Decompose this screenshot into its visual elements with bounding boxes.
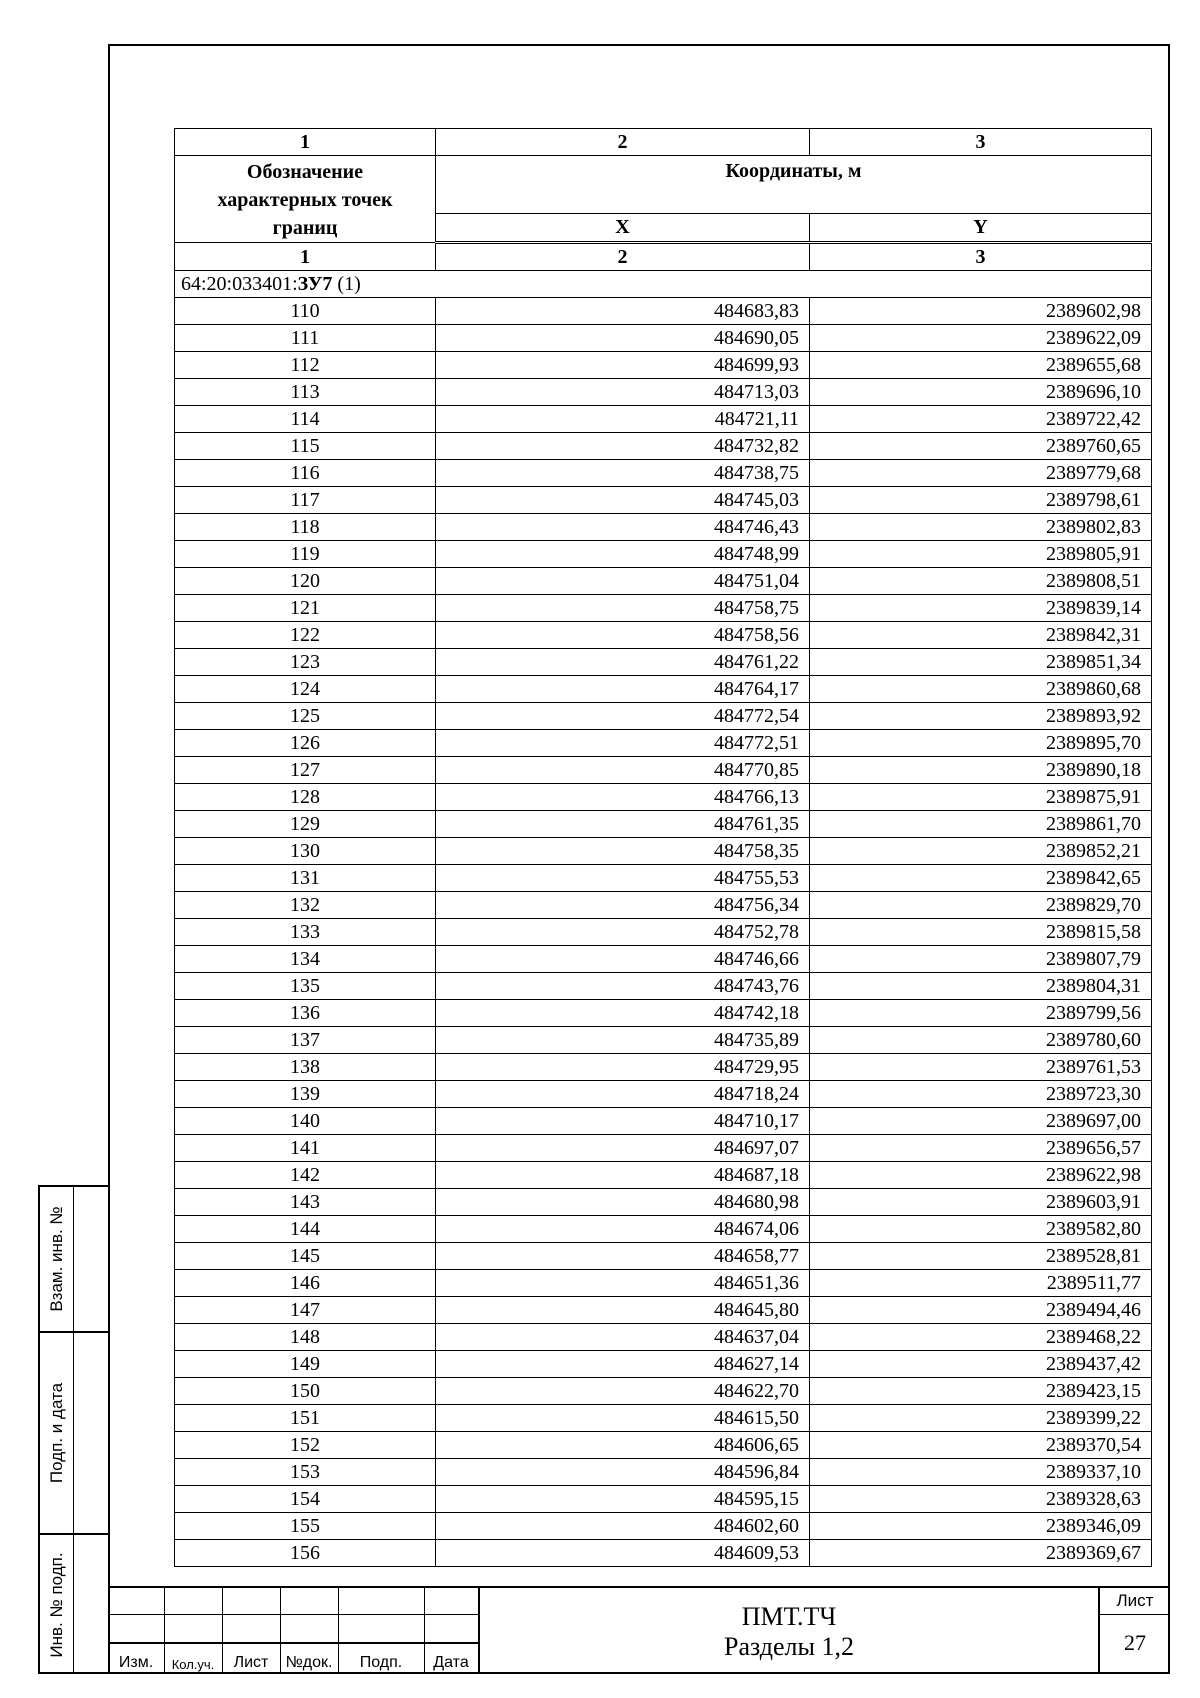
- y-value: 2389852,21: [810, 838, 1152, 865]
- x-value: 484743,76: [436, 973, 810, 1000]
- point-number: 117: [175, 487, 436, 514]
- table-row: [175, 1000, 1152, 1027]
- x-value: 484758,35: [436, 838, 810, 865]
- point-number: 151: [175, 1405, 436, 1432]
- y-value: 2389622,09: [810, 325, 1152, 352]
- y-value: 2389603,91: [810, 1189, 1152, 1216]
- tb-label-sheet: Лист: [233, 1654, 269, 1671]
- point-number: 149: [175, 1351, 436, 1378]
- point-number: 111: [175, 325, 436, 352]
- column-number: 1: [175, 243, 436, 271]
- table-row: [175, 919, 1152, 946]
- x-value: 484645,80: [436, 1297, 810, 1324]
- point-number: 156: [175, 1540, 436, 1567]
- point-number: 155: [175, 1513, 436, 1540]
- table-row: [175, 298, 1152, 325]
- point-number: 124: [175, 676, 436, 703]
- table-row: [175, 1432, 1152, 1459]
- y-value: 2389807,79: [810, 946, 1152, 973]
- point-number: 113: [175, 379, 436, 406]
- point-number: 116: [175, 460, 436, 487]
- table-row: [175, 1351, 1152, 1378]
- point-number: 114: [175, 406, 436, 433]
- y-value: 2389804,31: [810, 973, 1152, 1000]
- section-suffix: (1): [332, 273, 361, 295]
- x-value: 484683,83: [436, 298, 810, 325]
- table-row: [175, 1513, 1152, 1540]
- doc-code: ПМТ.ТЧ: [741, 1602, 837, 1631]
- title-block: [108, 1586, 1170, 1674]
- point-number: 132: [175, 892, 436, 919]
- table-row: [175, 973, 1152, 1000]
- x-value: 484766,13: [436, 784, 810, 811]
- point-number: 140: [175, 1108, 436, 1135]
- table-row: [175, 649, 1152, 676]
- table-row: [175, 784, 1152, 811]
- table-row: [175, 460, 1152, 487]
- sheet-label: Лист: [1100, 1588, 1170, 1615]
- y-value: 2389656,57: [810, 1135, 1152, 1162]
- coords-label-header: Координаты, м: [436, 156, 1152, 214]
- x-value: 484748,99: [436, 541, 810, 568]
- y-value: 2389582,80: [810, 1216, 1152, 1243]
- table-row: [175, 1243, 1152, 1270]
- y-value: 2389337,10: [810, 1459, 1152, 1486]
- table-row: [175, 1054, 1152, 1081]
- y-value: 2389842,31: [810, 622, 1152, 649]
- doc-title: Разделы 1,2: [723, 1632, 854, 1661]
- y-value: 2389346,09: [810, 1513, 1152, 1540]
- side-stamp-label: Взам. инв. №: [46, 1206, 66, 1312]
- y-header: Y: [810, 213, 1152, 242]
- y-value: 2389761,53: [810, 1054, 1152, 1081]
- point-number: 131: [175, 865, 436, 892]
- y-value: 2389842,65: [810, 865, 1152, 892]
- table-row: [175, 352, 1152, 379]
- x-header: X: [436, 213, 810, 242]
- x-value: 484609,53: [436, 1540, 810, 1567]
- table-row: [175, 1162, 1152, 1189]
- table-row: [175, 487, 1152, 514]
- column-number: 2: [436, 129, 810, 156]
- table-row: [175, 757, 1152, 784]
- point-number: 127: [175, 757, 436, 784]
- y-value: 2389802,83: [810, 514, 1152, 541]
- x-value: 484752,78: [436, 919, 810, 946]
- table-row: [175, 1540, 1152, 1567]
- point-label-header: Обозначение характерных точек границ: [175, 156, 436, 243]
- x-value: 484658,77: [436, 1243, 810, 1270]
- y-value: 2389799,56: [810, 1000, 1152, 1027]
- point-number: 144: [175, 1216, 436, 1243]
- point-number: 110: [175, 298, 436, 325]
- tb-label-date: Дата: [433, 1654, 469, 1671]
- point-number: 126: [175, 730, 436, 757]
- side-stamp-label: Инв. № подп.: [46, 1551, 66, 1658]
- table-row: [175, 406, 1152, 433]
- point-number: 136: [175, 1000, 436, 1027]
- tb-label-doc: №док.: [285, 1654, 333, 1671]
- sheet-number: 27: [1124, 1630, 1146, 1655]
- x-value: 484758,75: [436, 595, 810, 622]
- side-stamp: [38, 1185, 108, 1674]
- section-bold: ЗУ7: [297, 273, 333, 295]
- table-row: [175, 379, 1152, 406]
- table-row: [175, 433, 1152, 460]
- x-value: 484699,93: [436, 352, 810, 379]
- y-value: 2389815,58: [810, 919, 1152, 946]
- x-value: 484710,17: [436, 1108, 810, 1135]
- y-value: 2389829,70: [810, 892, 1152, 919]
- title-block-title: [478, 1586, 1098, 1674]
- table-row: [175, 622, 1152, 649]
- x-value: 484770,85: [436, 757, 810, 784]
- table-row: [175, 838, 1152, 865]
- table-row: [175, 325, 1152, 352]
- y-value: 2389779,68: [810, 460, 1152, 487]
- y-value: 2389494,46: [810, 1297, 1152, 1324]
- x-value: 484595,15: [436, 1486, 810, 1513]
- point-number: 133: [175, 919, 436, 946]
- y-value: 2389696,10: [810, 379, 1152, 406]
- column-number-row: [175, 243, 1152, 271]
- point-number: 146: [175, 1270, 436, 1297]
- y-value: 2389528,81: [810, 1243, 1152, 1270]
- x-value: 484764,17: [436, 676, 810, 703]
- y-value: 2389723,30: [810, 1081, 1152, 1108]
- y-value: 2389890,18: [810, 757, 1152, 784]
- x-value: 484746,66: [436, 946, 810, 973]
- section-prefix: 64:20:033401:: [181, 273, 298, 295]
- x-value: 484751,04: [436, 568, 810, 595]
- point-number: 139: [175, 1081, 436, 1108]
- y-value: 2389369,67: [810, 1540, 1152, 1567]
- point-number: 147: [175, 1297, 436, 1324]
- x-value: 484742,18: [436, 1000, 810, 1027]
- table-row: [175, 865, 1152, 892]
- x-value: 484761,22: [436, 649, 810, 676]
- point-number: 145: [175, 1243, 436, 1270]
- x-value: 484738,75: [436, 460, 810, 487]
- tb-label-count: Кол.уч.: [171, 1657, 215, 1672]
- table-row: [175, 946, 1152, 973]
- y-value: 2389437,42: [810, 1351, 1152, 1378]
- tb-label-sign: Подп.: [359, 1654, 403, 1671]
- y-value: 2389851,34: [810, 649, 1152, 676]
- table-row: [175, 1378, 1152, 1405]
- y-value: 2389860,68: [810, 676, 1152, 703]
- y-value: 2389722,42: [810, 406, 1152, 433]
- table-row: [175, 595, 1152, 622]
- side-stamp-label: Подп. и дата: [46, 1382, 66, 1484]
- table-row: [175, 1405, 1152, 1432]
- x-value: 484721,11: [436, 406, 810, 433]
- column-number-row: [175, 129, 1152, 156]
- table-row: [175, 541, 1152, 568]
- y-value: 2389622,98: [810, 1162, 1152, 1189]
- y-value: 2389511,77: [810, 1270, 1152, 1297]
- table-row: [175, 892, 1152, 919]
- y-value: 2389895,70: [810, 730, 1152, 757]
- point-number: 128: [175, 784, 436, 811]
- y-value: 2389760,65: [810, 433, 1152, 460]
- x-value: 484718,24: [436, 1081, 810, 1108]
- table-row: [175, 703, 1152, 730]
- table-row: [175, 1324, 1152, 1351]
- point-number: 121: [175, 595, 436, 622]
- x-value: 484602,60: [436, 1513, 810, 1540]
- table-row: [175, 1459, 1152, 1486]
- x-value: 484756,34: [436, 892, 810, 919]
- table-row: [175, 1027, 1152, 1054]
- x-value: 484627,14: [436, 1351, 810, 1378]
- point-number: 134: [175, 946, 436, 973]
- x-value: 484732,82: [436, 433, 810, 460]
- y-value: 2389893,92: [810, 703, 1152, 730]
- y-value: 2389468,22: [810, 1324, 1152, 1351]
- column-number: 2: [436, 243, 810, 271]
- y-value: 2389861,70: [810, 811, 1152, 838]
- y-value: 2389399,22: [810, 1405, 1152, 1432]
- point-number: 148: [175, 1324, 436, 1351]
- point-number: 123: [175, 649, 436, 676]
- header-row: [175, 156, 1152, 214]
- table-row: [175, 730, 1152, 757]
- point-number: 122: [175, 622, 436, 649]
- table-row: [175, 1486, 1152, 1513]
- point-number: 138: [175, 1054, 436, 1081]
- x-value: 484615,50: [436, 1405, 810, 1432]
- column-number: 1: [175, 129, 436, 156]
- x-value: 484772,51: [436, 730, 810, 757]
- point-number: 150: [175, 1378, 436, 1405]
- section-row: [175, 271, 1152, 298]
- title-block-sheet: [1098, 1586, 1170, 1674]
- x-value: 484761,35: [436, 811, 810, 838]
- side-stamp-cell-signature: [40, 1333, 108, 1535]
- point-number: 135: [175, 973, 436, 1000]
- y-value: 2389780,60: [810, 1027, 1152, 1054]
- y-value: 2389423,15: [810, 1378, 1152, 1405]
- x-value: 484729,95: [436, 1054, 810, 1081]
- point-number: 120: [175, 568, 436, 595]
- y-value: 2389839,14: [810, 595, 1152, 622]
- x-value: 484745,03: [436, 487, 810, 514]
- point-number: 153: [175, 1459, 436, 1486]
- point-number: 112: [175, 352, 436, 379]
- x-value: 484687,18: [436, 1162, 810, 1189]
- x-value: 484596,84: [436, 1459, 810, 1486]
- tb-label-change: Изм.: [118, 1654, 154, 1671]
- table-row: [175, 1270, 1152, 1297]
- y-value: 2389798,61: [810, 487, 1152, 514]
- side-stamp-cell-replacement: [40, 1187, 108, 1333]
- table-row: [175, 811, 1152, 838]
- y-value: 2389370,54: [810, 1432, 1152, 1459]
- point-number: 118: [175, 514, 436, 541]
- y-value: 2389875,91: [810, 784, 1152, 811]
- point-number: 115: [175, 433, 436, 460]
- point-number: 125: [175, 703, 436, 730]
- point-number: 119: [175, 541, 436, 568]
- column-number: 3: [810, 243, 1152, 271]
- point-number: 154: [175, 1486, 436, 1513]
- x-value: 484651,36: [436, 1270, 810, 1297]
- table-row: [175, 1135, 1152, 1162]
- table-row: [175, 1081, 1152, 1108]
- x-value: 484755,53: [436, 865, 810, 892]
- side-stamp-cell-inventory: [40, 1535, 108, 1674]
- x-value: 484772,54: [436, 703, 810, 730]
- table-row: [175, 1216, 1152, 1243]
- coordinates-table-wrapper: [174, 128, 1151, 1567]
- x-value: 484606,65: [436, 1432, 810, 1459]
- point-number: 152: [175, 1432, 436, 1459]
- x-value: 484735,89: [436, 1027, 810, 1054]
- point-number: 129: [175, 811, 436, 838]
- point-number: 141: [175, 1135, 436, 1162]
- section-label: [175, 271, 1152, 298]
- point-number: 142: [175, 1162, 436, 1189]
- y-value: 2389602,98: [810, 298, 1152, 325]
- title-block-grid: [108, 1586, 478, 1674]
- y-value: 2389697,00: [810, 1108, 1152, 1135]
- table-row: [175, 568, 1152, 595]
- x-value: 484758,56: [436, 622, 810, 649]
- y-value: 2389805,91: [810, 541, 1152, 568]
- x-value: 484690,05: [436, 325, 810, 352]
- x-value: 484697,07: [436, 1135, 810, 1162]
- table-row: [175, 1189, 1152, 1216]
- x-value: 484713,03: [436, 379, 810, 406]
- x-value: 484746,43: [436, 514, 810, 541]
- column-number: 3: [810, 129, 1152, 156]
- x-value: 484680,98: [436, 1189, 810, 1216]
- table-row: [175, 1108, 1152, 1135]
- x-value: 484622,70: [436, 1378, 810, 1405]
- table-row: [175, 514, 1152, 541]
- y-value: 2389808,51: [810, 568, 1152, 595]
- coordinates-table: [174, 128, 1152, 1567]
- point-number: 143: [175, 1189, 436, 1216]
- y-value: 2389328,63: [810, 1486, 1152, 1513]
- table-row: [175, 676, 1152, 703]
- table-row: [175, 1297, 1152, 1324]
- point-number: 130: [175, 838, 436, 865]
- x-value: 484674,06: [436, 1216, 810, 1243]
- y-value: 2389655,68: [810, 352, 1152, 379]
- x-value: 484637,04: [436, 1324, 810, 1351]
- point-number: 137: [175, 1027, 436, 1054]
